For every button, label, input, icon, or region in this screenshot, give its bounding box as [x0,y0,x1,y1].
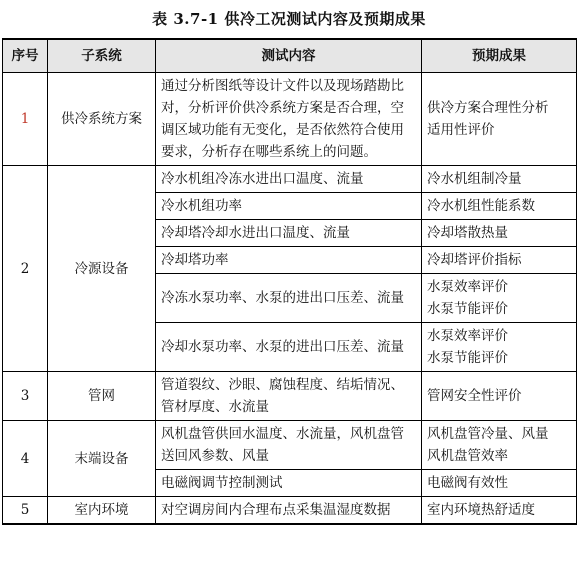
table-row [3,73,577,166]
table-row [3,166,577,193]
result-line: 管网安全性评价 [427,388,522,404]
row-content: 冷却塔功率 [156,247,422,274]
header-no: 序号 [3,39,48,73]
row-subsystem: 冷源设备 [48,166,156,372]
result-line: 风机盘管冷量、风量 [427,426,549,442]
row-content: 管道裂纹、沙眼、腐蚀程度、结垢情况、管材厚度、水流量 [156,372,422,421]
row-content: 冷水机组功率 [156,193,422,220]
result-line: 冷水机组性能系数 [427,198,535,214]
result-line: 水泵节能评价 [427,350,508,366]
row-no: 1 [3,73,48,166]
result-line: 供冷方案合理性分析 [427,100,549,116]
row-result [422,323,577,372]
row-content: 电磁阀调节控制测试 [156,470,422,497]
row-content: 冷却塔冷却水进出口温度、流量 [156,220,422,247]
row-result [422,497,577,525]
result-line: 水泵节能评价 [427,301,508,317]
table-caption: 表 3.7-1 供冷工况测试内容及预期成果 [152,9,426,28]
result-line: 风机盘管效率 [427,448,508,464]
row-subsystem: 末端设备 [48,421,156,497]
row-no: 5 [3,497,48,525]
result-line: 水泵效率评价 [427,328,508,344]
header-subsystem: 子系统 [48,39,156,73]
header-content: 测试内容 [156,39,422,73]
row-content: 冷水机组冷冻水进出口温度、流量 [156,166,422,193]
header-result: 预期成果 [422,39,577,73]
row-result [422,470,577,497]
row-content: 冷冻水泵功率、水泵的进出口压差、流量 [156,274,422,323]
result-line: 冷却塔评价指标 [427,252,522,268]
table-row [3,497,577,525]
row-content: 对空调房间内合理布点采集温湿度数据 [156,497,422,525]
test-content-table [2,38,577,525]
result-line: 电磁阀有效性 [427,475,508,491]
row-content: 风机盘管供回水温度、水流量，风机盘管送回风参数、风量 [156,421,422,470]
row-result [422,421,577,470]
row-content: 通过分析图纸等设计文件以及现场踏勘比对，分析评价供冷系统方案是否合理，空调区域功能有无变化，是否依然符合使用要求，分析存在哪些系统上的问题。 [156,73,422,166]
row-no: 2 [3,166,48,372]
result-line: 室内环境热舒适度 [427,502,535,518]
result-line: 冷却塔散热量 [427,225,508,241]
row-content: 冷却水泵功率、水泵的进出口压差、流量 [156,323,422,372]
row-subsystem: 管网 [48,372,156,421]
row-subsystem: 室内环境 [48,497,156,525]
result-line: 水泵效率评价 [427,279,508,295]
result-line: 冷水机组制冷量 [427,171,522,187]
row-result [422,166,577,193]
table-header-row [3,39,577,73]
row-subsystem: 供冷系统方案 [48,73,156,166]
row-result [422,73,577,166]
row-result [422,247,577,274]
row-result [422,274,577,323]
table-row [3,372,577,421]
row-result [422,193,577,220]
row-no: 3 [3,372,48,421]
row-result [422,372,577,421]
result-line: 适用性评价 [427,122,495,138]
row-no: 4 [3,421,48,497]
table-row [3,421,577,470]
row-result [422,220,577,247]
